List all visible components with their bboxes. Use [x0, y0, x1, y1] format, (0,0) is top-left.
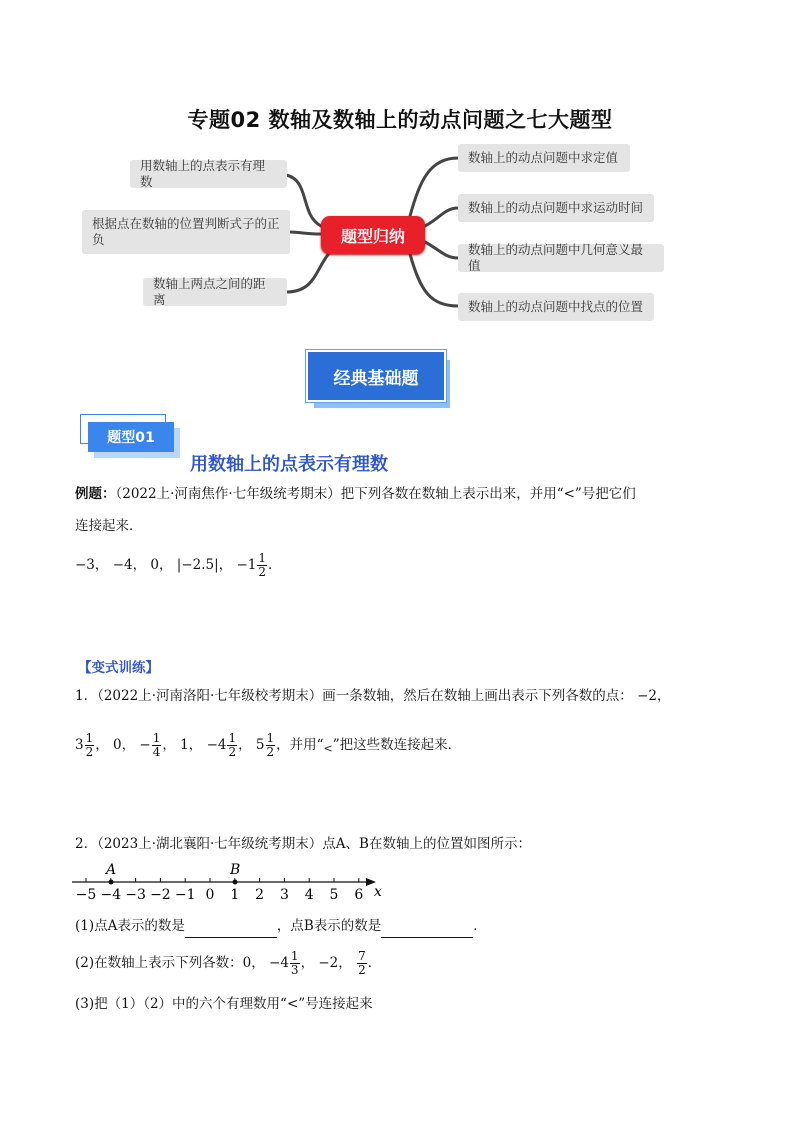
mindmap-node-label: 用数轴上的点表示有理数 — [140, 158, 266, 189]
fraction-numerator: 1 — [258, 551, 267, 565]
fraction-denominator: 2 — [358, 963, 366, 978]
fraction-denominator: 2 — [85, 745, 94, 760]
question-1-numbers — [75, 732, 461, 759]
number-line — [66, 858, 386, 904]
separator: ， — [300, 955, 315, 972]
number-whole: −4 — [269, 955, 289, 972]
fraction-numerator: 1 — [85, 731, 94, 745]
fraction — [290, 950, 300, 977]
axis-tick-label: 4 — [304, 887, 314, 903]
point-a-label: A — [106, 862, 117, 878]
question-text: 1．（2022上·河南洛阳·七年级校考期末）画一条数轴，然后在数轴上画出表示下列各数的点： — [75, 688, 633, 704]
fraction-numerator: 1 — [290, 949, 299, 963]
number-whole: −1 — [236, 557, 257, 574]
question-2-part-2 — [75, 950, 381, 977]
number: −2 — [318, 955, 339, 972]
fraction — [357, 950, 367, 977]
question-text: ”把这些数连接起来． — [332, 737, 462, 754]
separator: ， — [218, 557, 233, 574]
number: |−2.5| — [176, 557, 219, 574]
example-text: （2022上·河南焦作·七年级统考期末）把下列各数在数轴上表示出来，并用“<”号把它们 — [115, 486, 636, 502]
axis-tick-label: 3 — [279, 887, 289, 903]
axis-tick-label: 6 — [354, 887, 364, 903]
fraction-numerator: 7 — [358, 949, 366, 963]
mindmap-node-label: 数轴上的动点问题中找点的位置 — [468, 299, 644, 315]
separator: ， — [94, 557, 109, 574]
page-title: 专题02 数轴及数轴上的动点问题之七大题型 — [187, 108, 613, 132]
mindmap-node-left-1 — [130, 160, 287, 188]
axis-tick-label: −2 — [150, 887, 171, 903]
number-whole: 3 — [75, 737, 84, 754]
fraction-denominator: 4 — [152, 745, 161, 760]
mindmap-center: 题型归纳 — [321, 216, 425, 254]
axis-tick-label: 5 — [329, 887, 339, 903]
separator: ， — [188, 737, 203, 754]
section-banner: 经典基础题 — [306, 350, 446, 402]
mindmap-connectors — [0, 0, 800, 340]
example-paragraph-2: 连接起来． — [75, 518, 143, 534]
fraction — [85, 732, 95, 759]
mindmap-node-label: 数轴上的动点问题中求定值 — [468, 150, 619, 166]
period: ． — [473, 918, 487, 934]
axis-tick-label: −5 — [75, 887, 97, 903]
section-title: 用数轴上的点表示有理数 — [190, 454, 388, 475]
answer-blank-a[interactable] — [185, 924, 277, 938]
axis-tick-label: −3 — [125, 887, 146, 903]
axis-tick-label: 0 — [205, 887, 215, 903]
mindmap-node-right-4 — [458, 293, 654, 321]
point-b-label: B — [230, 862, 241, 878]
question-1 — [75, 686, 735, 708]
number-whole: −4 — [206, 737, 227, 754]
fraction — [152, 732, 162, 759]
mindmap-node-right-2 — [458, 194, 654, 222]
question-text: (1)点A表示的数是 — [75, 918, 185, 934]
axis-label: x — [374, 884, 382, 900]
fraction-numerator: 1 — [152, 731, 161, 745]
fraction — [266, 732, 276, 759]
separator: ， — [162, 737, 176, 754]
point-b-dot — [233, 880, 238, 885]
fraction-denominator: 3 — [290, 963, 299, 978]
question-text: ，点B表示的数是 — [276, 918, 382, 934]
separator: ， — [159, 557, 173, 574]
number: −3 — [75, 557, 95, 574]
fraction-denominator: 2 — [266, 745, 275, 760]
mindmap-node-label: 数轴上的动点问题中几何意义最值 — [468, 242, 644, 273]
number: −2 — [637, 688, 657, 704]
fraction — [227, 732, 237, 759]
answer-blank-b[interactable] — [381, 924, 473, 938]
mindmap-node-left-3 — [143, 278, 287, 306]
example-label: 例题： — [75, 486, 116, 502]
question-text: (2)在数轴上表示下列各数：0， — [75, 955, 265, 972]
question-2: 2．（2023上·湖北襄阳·七年级统考期末）点A、B在数轴上的位置如图所示： — [75, 836, 531, 852]
separator: ， — [95, 737, 109, 754]
period: ． — [268, 557, 282, 574]
question-text: ，并用“ — [276, 737, 324, 754]
fraction-numerator: 1 — [228, 731, 237, 745]
mindmap-node-label: 根据点在数轴的位置判断式子的正负 — [92, 216, 280, 247]
mindmap-node-label: 数轴上的动点问题中求运动时间 — [468, 200, 644, 216]
axis-tick-label: 2 — [255, 887, 265, 903]
mindmap-node-left-2 — [82, 210, 290, 254]
period: ． — [367, 955, 382, 972]
fraction-denominator: 2 — [228, 745, 237, 760]
separator: ， — [121, 737, 136, 754]
mindmap-node-label: 数轴上两点之间的距离 — [153, 276, 266, 307]
topic-tag: 题型01 — [88, 422, 174, 452]
training-heading: 【变式训练】 — [78, 660, 159, 676]
separator: ， — [132, 557, 147, 574]
separator: ， — [338, 955, 352, 972]
fraction-numerator: 1 — [266, 731, 275, 745]
number-sign: − — [139, 737, 151, 754]
example-numbers — [75, 552, 282, 579]
number-whole: 5 — [255, 737, 265, 754]
number: 1 — [180, 737, 189, 754]
number: −4 — [112, 557, 133, 574]
axis-tick-label: −4 — [100, 887, 122, 903]
point-a-dot — [109, 880, 114, 885]
example-paragraph — [75, 484, 735, 506]
question-2-part-3: (3)把（1）（2）中的六个有理数用“<”号连接起来 — [75, 996, 373, 1012]
mindmap-node-right-3 — [458, 244, 664, 272]
number: 0 — [113, 737, 122, 754]
fraction — [257, 552, 267, 579]
fraction-denominator: 2 — [258, 565, 267, 580]
axis-tick-label: 1 — [230, 887, 240, 903]
axis-tick-label: −1 — [174, 887, 196, 903]
question-2-part-1 — [75, 916, 487, 938]
mindmap-node-right-1 — [458, 144, 630, 172]
separator: ， — [656, 688, 671, 704]
number: 0 — [150, 557, 159, 574]
separator: ， — [238, 737, 252, 754]
less-than-symbol: < — [323, 742, 333, 756]
